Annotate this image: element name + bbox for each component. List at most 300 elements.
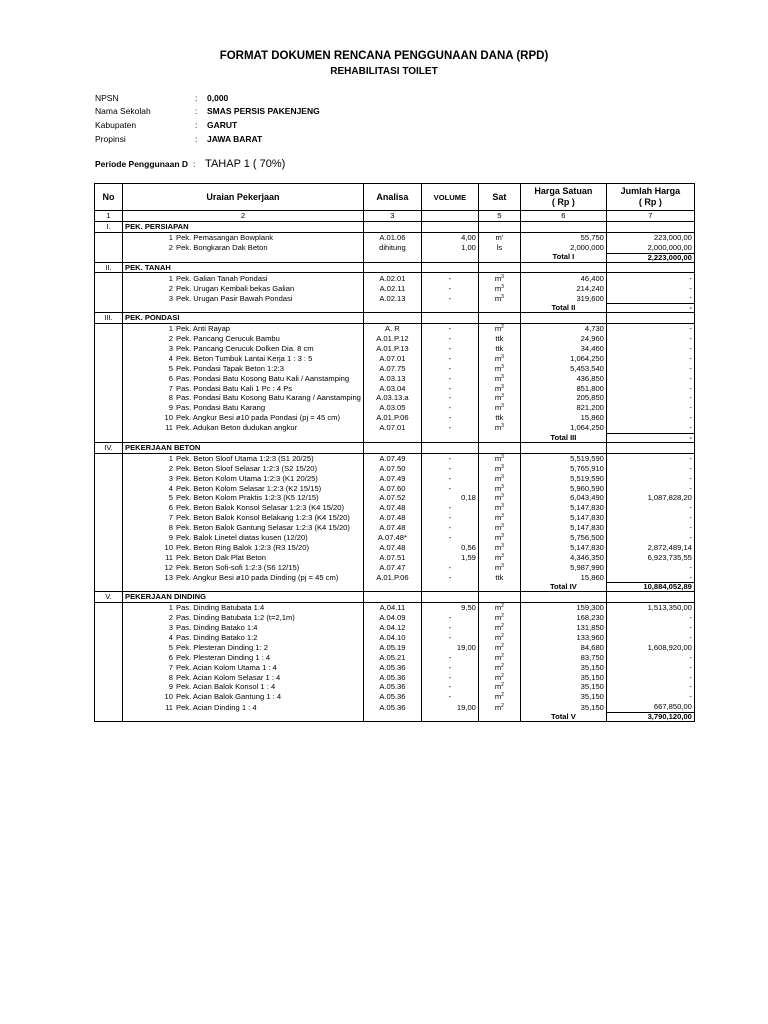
info-value: JAWA BARAT: [207, 134, 263, 144]
table-row: [95, 533, 695, 543]
item-unit: $m^2$: [478, 603, 520, 613]
empty-cell: [95, 423, 123, 433]
section-number: V.: [95, 592, 123, 603]
periode-label: Periode Penggunaan D: [95, 159, 189, 169]
empty-cell: [95, 543, 123, 553]
header-uraian: Uraian Pekerjaan: [123, 184, 364, 211]
item-analisa: A.07.75: [363, 364, 421, 374]
item-analisa: A.01.P.13: [363, 344, 421, 354]
item-harga-satuan: 5,147,830: [520, 543, 606, 553]
item-unit: $m^3$: [478, 273, 520, 283]
item-harga-satuan: 15,860: [520, 572, 606, 582]
item-description: [123, 543, 364, 553]
item-volume: -: [421, 663, 478, 673]
item-description: [123, 344, 364, 354]
item-harga-satuan: 5,147,830: [520, 513, 606, 523]
item-unit: $m^3$: [478, 464, 520, 474]
item-name: Pek. Beton Ring Balok 1:2:3 (R3 15/20): [176, 542, 309, 552]
table-row: [95, 483, 695, 493]
info-value: SMAS PERSIS PAKENJENG: [207, 106, 320, 116]
item-analisa: A.04.10: [363, 633, 421, 643]
table-row: [95, 364, 695, 374]
info-row-npsn: [95, 93, 228, 103]
item-description: [123, 493, 364, 503]
item-harga-satuan: 131,850: [520, 623, 606, 633]
item-volume: 9,50: [421, 603, 478, 613]
empty-cell: [363, 442, 421, 453]
item-jumlah-harga: 1,513,350,00: [606, 603, 694, 613]
item-jumlah-harga: -: [606, 283, 694, 293]
section-row: [95, 592, 695, 603]
table-row: [95, 613, 695, 623]
info-colon: :: [195, 106, 198, 116]
section-number: I.: [95, 221, 123, 232]
empty-cell: [95, 304, 123, 313]
col-number: 6: [520, 211, 606, 222]
info-row-propinsi: [95, 134, 262, 144]
empty-cell: [95, 283, 123, 293]
empty-cell: [421, 712, 478, 721]
item-name: Pek. Plesteran Dinding 1: 2: [176, 642, 269, 652]
empty-cell: [363, 433, 421, 442]
item-volume: -: [421, 273, 478, 283]
item-jumlah-harga: -: [606, 663, 694, 673]
section-row: [95, 262, 695, 273]
table-row: [95, 403, 695, 413]
item-description: [123, 523, 364, 533]
empty-cell: [95, 373, 123, 383]
empty-cell: [606, 262, 694, 273]
item-name: Pek. Urugan Kembali bekas Galian: [176, 283, 295, 293]
empty-cell: [95, 334, 123, 344]
header-harga-satuan: [520, 184, 606, 211]
col-number: 3: [363, 211, 421, 222]
total-value: 2,223,000,00: [606, 253, 694, 262]
item-unit: ls: [478, 243, 520, 253]
item-analisa: A.05.36: [363, 663, 421, 673]
empty-cell: [520, 221, 606, 232]
item-name: Pek. Galian Tanah Pondasi: [176, 273, 268, 283]
item-unit: ttk: [478, 413, 520, 423]
item-description: [123, 702, 364, 712]
item-unit: $m^3$: [478, 453, 520, 463]
header-jumlah-line2: ( Rp ): [638, 197, 662, 207]
periode-row: [95, 158, 285, 170]
item-analisa: A.01.P.06: [363, 413, 421, 423]
item-unit: $m^3$: [478, 493, 520, 503]
section-row: [95, 313, 695, 324]
table-row: [95, 663, 695, 673]
document-title: FORMAT DOKUMEN RENCANA PENGGUNAAN DANA (RPD): [219, 50, 549, 62]
item-analisa: A.07.48: [363, 523, 421, 533]
item-unit: $m^2$: [478, 682, 520, 692]
table-row: [95, 523, 695, 533]
item-harga-satuan: 5,453,540: [520, 364, 606, 374]
item-description: [123, 533, 364, 543]
item-harga-satuan: 4,346,350: [520, 553, 606, 563]
item-unit: $m^3$: [478, 553, 520, 563]
item-description: [123, 503, 364, 513]
item-index: 1: [168, 603, 173, 613]
item-analisa: A.05.36: [363, 672, 421, 682]
item-name: Pek. Plesteran Dinding 1 : 4: [176, 652, 271, 662]
item-unit: $m^3$: [478, 473, 520, 483]
item-jumlah-harga: 223,000,00: [606, 232, 694, 242]
empty-cell: [363, 592, 421, 603]
item-index: 4: [168, 353, 173, 363]
empty-cell: [606, 221, 694, 232]
item-harga-satuan: 5,519,590: [520, 473, 606, 483]
empty-cell: [95, 692, 123, 702]
info-row-kabupaten: [95, 120, 237, 130]
empty-cell: [478, 442, 520, 453]
empty-cell: [123, 712, 364, 721]
header-analisa: Analisa: [363, 184, 421, 211]
item-jumlah-harga: -: [606, 483, 694, 493]
item-analisa: A.07.01: [363, 423, 421, 433]
item-jumlah-harga: 667,850,00: [606, 702, 694, 712]
total-row: [95, 433, 695, 442]
item-description: [123, 513, 364, 523]
total-row: [95, 253, 695, 262]
item-jumlah-harga: -: [606, 464, 694, 474]
empty-cell: [478, 313, 520, 324]
item-volume: -: [421, 613, 478, 623]
item-name: Pek. Pemasangan Bowplank: [176, 232, 274, 242]
item-analisa: A.07.51: [363, 553, 421, 563]
item-name: Pek. Angkur Besi ø10 pada Pondasi (pj = 45 cm): [176, 413, 340, 423]
item-jumlah-harga: 2,872,489,14: [606, 543, 694, 553]
item-jumlah-harga: -: [606, 324, 694, 334]
item-description: [123, 283, 364, 293]
item-analisa: A. R: [363, 324, 421, 334]
section-number: III.: [95, 313, 123, 324]
item-volume: -: [421, 393, 478, 403]
item-analisa: dihitung: [363, 243, 421, 253]
item-harga-satuan: 46,400: [520, 273, 606, 283]
item-harga-satuan: 851,800: [520, 383, 606, 393]
total-label: Total III: [520, 433, 606, 442]
empty-cell: [95, 663, 123, 673]
item-index: 4: [168, 483, 173, 493]
item-index: 5: [168, 493, 173, 503]
item-description: [123, 364, 364, 374]
item-name: Pas. Pondasi Batu Kali 1 Pc : 4 Ps: [176, 383, 293, 393]
item-jumlah-harga: 1,087,828,20: [606, 493, 694, 503]
item-jumlah-harga: 2,000,000,00: [606, 243, 694, 253]
item-analisa: A.05.36: [363, 682, 421, 692]
item-description: [123, 354, 364, 364]
item-unit: $m^3$: [478, 483, 520, 493]
item-volume: -: [421, 653, 478, 663]
item-harga-satuan: 34,460: [520, 344, 606, 354]
item-index: 9: [168, 533, 173, 543]
info-label: Kabupaten: [95, 120, 137, 130]
table-row: [95, 643, 695, 653]
table-row: [95, 692, 695, 702]
item-analisa: A.05.21: [363, 653, 421, 663]
item-description: [123, 423, 364, 433]
total-value: -: [606, 433, 694, 442]
empty-cell: [421, 221, 478, 232]
item-analisa: A.02.13: [363, 293, 421, 303]
item-volume: -: [421, 354, 478, 364]
item-unit: $m^2$: [478, 623, 520, 633]
item-name: Pek. Acian Kolom Selasar 1 : 4: [176, 672, 281, 682]
item-unit: $m^2$: [478, 663, 520, 673]
empty-cell: [95, 672, 123, 682]
item-index: 3: [168, 343, 173, 353]
item-analisa: A.01.P.06: [363, 572, 421, 582]
info-colon: :: [195, 134, 198, 144]
item-unit: ttk: [478, 334, 520, 344]
empty-cell: [95, 413, 123, 423]
item-jumlah-harga: -: [606, 682, 694, 692]
item-description: [123, 473, 364, 483]
item-analisa: A.04.12: [363, 623, 421, 633]
item-harga-satuan: 133,960: [520, 633, 606, 643]
item-harga-satuan: 35,150: [520, 692, 606, 702]
item-analisa: A.07.48: [363, 543, 421, 553]
rpd-table: [94, 183, 695, 722]
total-row: [95, 712, 695, 721]
section-number: IV.: [95, 442, 123, 453]
empty-cell: [95, 293, 123, 303]
item-analisa: A.07.60: [363, 483, 421, 493]
empty-cell: [520, 313, 606, 324]
empty-cell: [421, 253, 478, 262]
item-index: 1: [168, 324, 173, 334]
item-volume: -: [421, 623, 478, 633]
section-title: PEK. PONDASI: [123, 313, 364, 324]
item-volume: -: [421, 423, 478, 433]
item-jumlah-harga: -: [606, 572, 694, 582]
empty-cell: [123, 433, 364, 442]
table-row: [95, 493, 695, 503]
table-row: [95, 393, 695, 403]
item-jumlah-harga: -: [606, 613, 694, 623]
item-jumlah-harga: -: [606, 653, 694, 663]
item-name: Pas. Dinding Batubata 1:2 (t=2,1m): [176, 613, 295, 623]
table-row: [95, 473, 695, 483]
item-volume: -: [421, 293, 478, 303]
item-description: [123, 413, 364, 423]
section-title: PEK. PERSIAPAN: [123, 221, 364, 232]
item-description: [123, 623, 364, 633]
item-name: Pek. Beton Sloof Utama 1:2:3 (S1 20/25): [176, 453, 314, 463]
item-volume: -: [421, 513, 478, 523]
total-value: 10,884,052,89: [606, 583, 694, 592]
table-row: [95, 503, 695, 513]
item-index: 10: [164, 413, 173, 423]
item-jumlah-harga: -: [606, 692, 694, 702]
item-description: [123, 383, 364, 393]
item-volume: -: [421, 344, 478, 354]
empty-cell: [95, 364, 123, 374]
table-row: [95, 453, 695, 463]
empty-cell: [95, 613, 123, 623]
item-unit: $m^3$: [478, 563, 520, 573]
item-index: 10: [164, 542, 173, 552]
item-analisa: A.07.50: [363, 464, 421, 474]
item-index: 2: [168, 243, 173, 253]
item-index: 11: [165, 552, 173, 562]
item-volume: -: [421, 483, 478, 493]
item-index: 5: [168, 363, 173, 373]
empty-cell: [95, 633, 123, 643]
item-description: [123, 563, 364, 573]
item-volume: -: [421, 464, 478, 474]
item-analisa: A.05.36: [363, 692, 421, 702]
item-analisa: A.04.11: [363, 603, 421, 613]
empty-cell: [478, 262, 520, 273]
item-volume: 4,00: [421, 232, 478, 242]
item-name: Pek. Pancang Cerucuk Bambu: [176, 334, 280, 344]
item-name: Pek. Urugan Pasir Bawah Pondasi: [176, 293, 293, 303]
item-harga-satuan: 214,240: [520, 283, 606, 293]
item-unit: $m^3$: [478, 533, 520, 543]
item-analisa: A.07.48: [363, 513, 421, 523]
item-harga-satuan: 436,850: [520, 373, 606, 383]
item-unit: $m^3$: [478, 503, 520, 513]
item-harga-satuan: 205,850: [520, 393, 606, 403]
item-name: Pek. Beton Sloof Selasar 1:2:3 (S2 15/20): [176, 463, 317, 473]
section-title: PEK. TANAH: [123, 262, 364, 273]
item-description: [123, 613, 364, 623]
empty-cell: [421, 592, 478, 603]
empty-cell: [95, 464, 123, 474]
empty-cell: [363, 221, 421, 232]
empty-cell: [95, 553, 123, 563]
item-jumlah-harga: 6,923,735,55: [606, 553, 694, 563]
item-index: 9: [168, 682, 173, 692]
item-index: 10: [164, 692, 173, 702]
item-description: [123, 403, 364, 413]
empty-cell: [606, 592, 694, 603]
item-jumlah-harga: -: [606, 453, 694, 463]
empty-cell: [95, 473, 123, 483]
item-volume: 19,00: [421, 702, 478, 712]
item-name: Pas. Pondasi Batu Kosong Batu Kali / Aanstamping: [176, 373, 350, 383]
item-volume: -: [421, 533, 478, 543]
item-name: Pek. Pancang Cerucuk Dolken Dia. 8 cm: [176, 343, 314, 353]
item-unit: $m^3$: [478, 373, 520, 383]
table-row: [95, 553, 695, 563]
empty-cell: [95, 643, 123, 653]
item-name: Pas. Dinding Batako 1:2: [176, 633, 258, 643]
table-row: [95, 423, 695, 433]
item-unit: $m^3$: [478, 354, 520, 364]
info-value: GARUT: [207, 120, 238, 130]
item-index: 3: [168, 293, 173, 303]
item-index: 13: [164, 572, 173, 582]
item-index: 4: [168, 633, 173, 643]
item-harga-satuan: 5,147,830: [520, 523, 606, 533]
item-volume: -: [421, 403, 478, 413]
empty-cell: [95, 243, 123, 253]
item-jumlah-harga: -: [606, 393, 694, 403]
item-jumlah-harga: 1,608,920,00: [606, 643, 694, 653]
table-row: [95, 232, 695, 242]
item-index: 7: [168, 513, 173, 523]
item-volume: -: [421, 413, 478, 423]
empty-cell: [95, 603, 123, 613]
item-name: Pek. Acian Kolom Utama 1 : 4: [176, 662, 277, 672]
item-analisa: A.02.11: [363, 283, 421, 293]
item-description: [123, 334, 364, 344]
info-label: Nama Sekolah: [95, 106, 151, 116]
item-harga-satuan: 5,756,500: [520, 533, 606, 543]
item-unit: $m^2$: [478, 702, 520, 712]
item-unit: ttk: [478, 344, 520, 354]
item-harga-satuan: 24,960: [520, 334, 606, 344]
total-label: Total V: [520, 712, 606, 721]
item-description: [123, 483, 364, 493]
item-unit: $m^2$: [478, 324, 520, 334]
col-number: 5: [478, 211, 520, 222]
empty-cell: [95, 623, 123, 633]
item-harga-satuan: 821,200: [520, 403, 606, 413]
section-row: [95, 442, 695, 453]
item-harga-satuan: 35,150: [520, 663, 606, 673]
item-volume: 0,18: [421, 493, 478, 503]
item-unit: $m^3$: [478, 383, 520, 393]
empty-cell: [95, 533, 123, 543]
item-name: Pas. Dinding Batako 1:4: [176, 623, 258, 633]
item-unit: $m^3$: [478, 543, 520, 553]
item-name: Pek. Angkur Besi ø10 pada Dinding (pj = 45 cm): [176, 572, 339, 582]
item-volume: -: [421, 473, 478, 483]
item-index: 8: [168, 672, 173, 682]
item-harga-satuan: 35,150: [520, 702, 606, 712]
item-name: Pek. Beton Kolom Utama 1:2:3 (K1 20/25): [176, 473, 318, 483]
empty-cell: [95, 682, 123, 692]
total-label: Total II: [520, 304, 606, 313]
empty-cell: [520, 592, 606, 603]
empty-cell: [363, 313, 421, 324]
empty-cell: [123, 253, 364, 262]
table-row: [95, 293, 695, 303]
empty-cell: [95, 503, 123, 513]
item-jumlah-harga: -: [606, 273, 694, 283]
item-harga-satuan: 1,064,250: [520, 423, 606, 433]
item-harga-satuan: 15,860: [520, 413, 606, 423]
empty-cell: [421, 313, 478, 324]
item-index: 2: [168, 334, 173, 344]
item-volume: -: [421, 692, 478, 702]
item-jumlah-harga: -: [606, 672, 694, 682]
item-unit: $m^2$: [478, 643, 520, 653]
empty-cell: [95, 513, 123, 523]
item-description: [123, 572, 364, 582]
item-harga-satuan: 1,064,250: [520, 354, 606, 364]
empty-cell: [606, 442, 694, 453]
item-unit: $m^3$: [478, 393, 520, 403]
item-analisa: A.05.19: [363, 643, 421, 653]
empty-cell: [478, 433, 520, 442]
item-unit: $m^2$: [478, 653, 520, 663]
item-harga-satuan: 83,750: [520, 653, 606, 663]
item-index: 8: [168, 523, 173, 533]
empty-cell: [421, 262, 478, 273]
item-analisa: A.01.06: [363, 232, 421, 242]
empty-cell: [95, 702, 123, 712]
empty-cell: [123, 583, 364, 592]
empty-cell: [363, 583, 421, 592]
item-analisa: A.07.52: [363, 493, 421, 503]
item-volume: -: [421, 682, 478, 692]
item-volume: -: [421, 503, 478, 513]
